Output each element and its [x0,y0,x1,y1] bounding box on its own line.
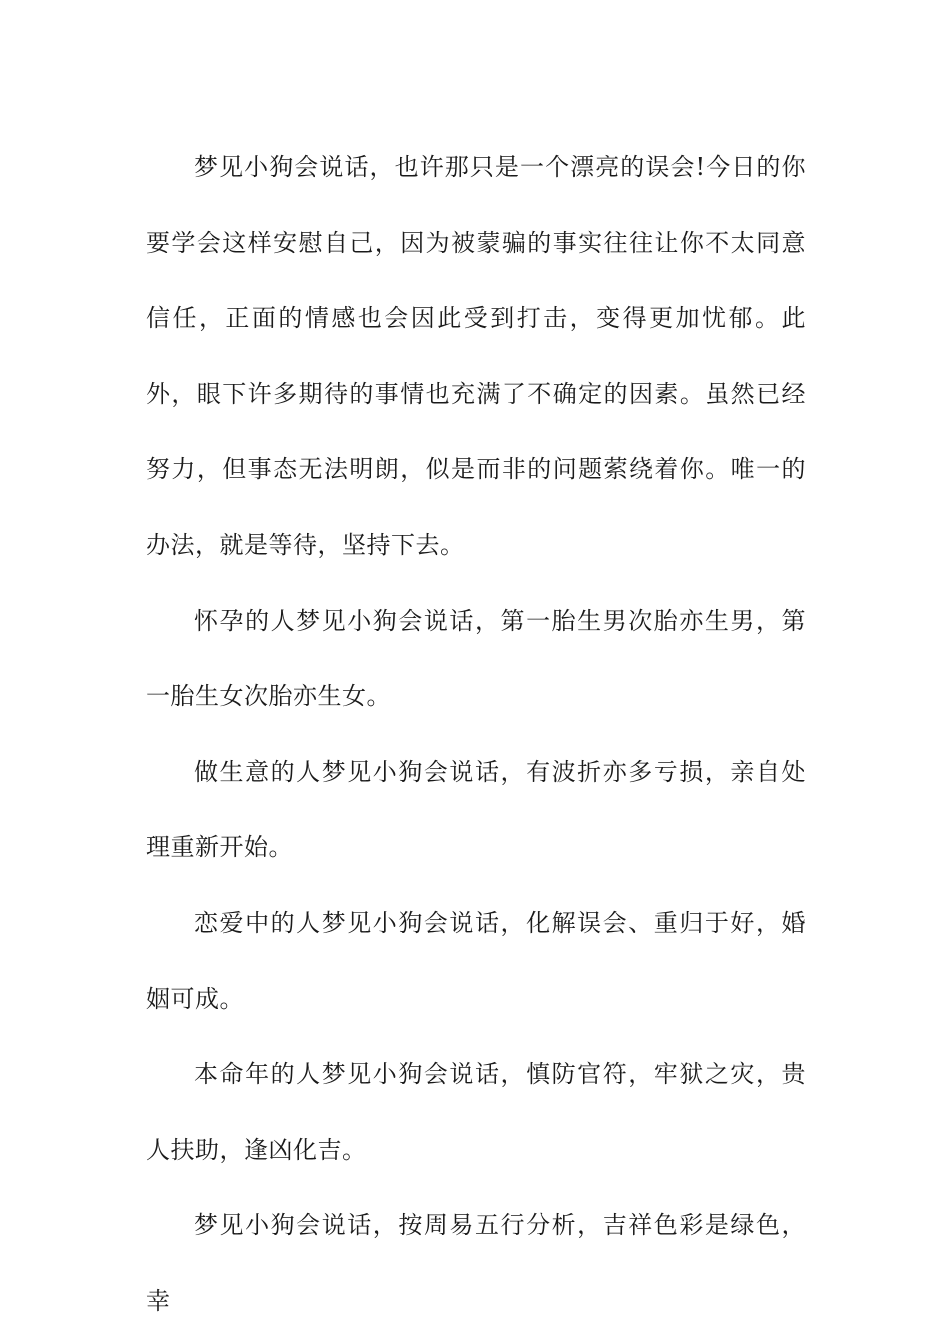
paragraph-zodiac-year: 本命年的人梦见小狗会说话，慎防官符，牢狱之灾，贵人扶助，逢凶化吉。 [146,1060,806,1164]
paragraph-five-elements: 梦见小狗会说话，按周易五行分析，吉祥色彩是绿色，幸 [146,1211,806,1315]
paragraph-in-love: 恋爱中的人梦见小狗会说话，化解误会、重归于好，婚姻可成。 [146,908,806,1013]
paragraph-dream-talking-dog: 梦见小狗会说话，也许那只是一个漂亮的误会!今日的你要学会这样安慰自己，因为被蒙骗的事实往往让你不太同意信任，正面的情感也会因此受到打击，变得更加忧郁。此外，眼下许多期待的事情也充满了不确定的因素。虽然已经努力，但事态无法明朗，似是而非的问题萦绕着你。唯一的办法，就是等待，坚持下去。 [146,153,806,559]
document-body [146,130,806,1340]
paragraph-pregnant: 怀孕的人梦见小狗会说话，第一胎生男次胎亦生男，第一胎生女次胎亦生女。 [146,606,806,711]
paragraph-business: 做生意的人梦见小狗会说话，有波折亦多亏损，亲自处理重新开始。 [146,757,806,862]
